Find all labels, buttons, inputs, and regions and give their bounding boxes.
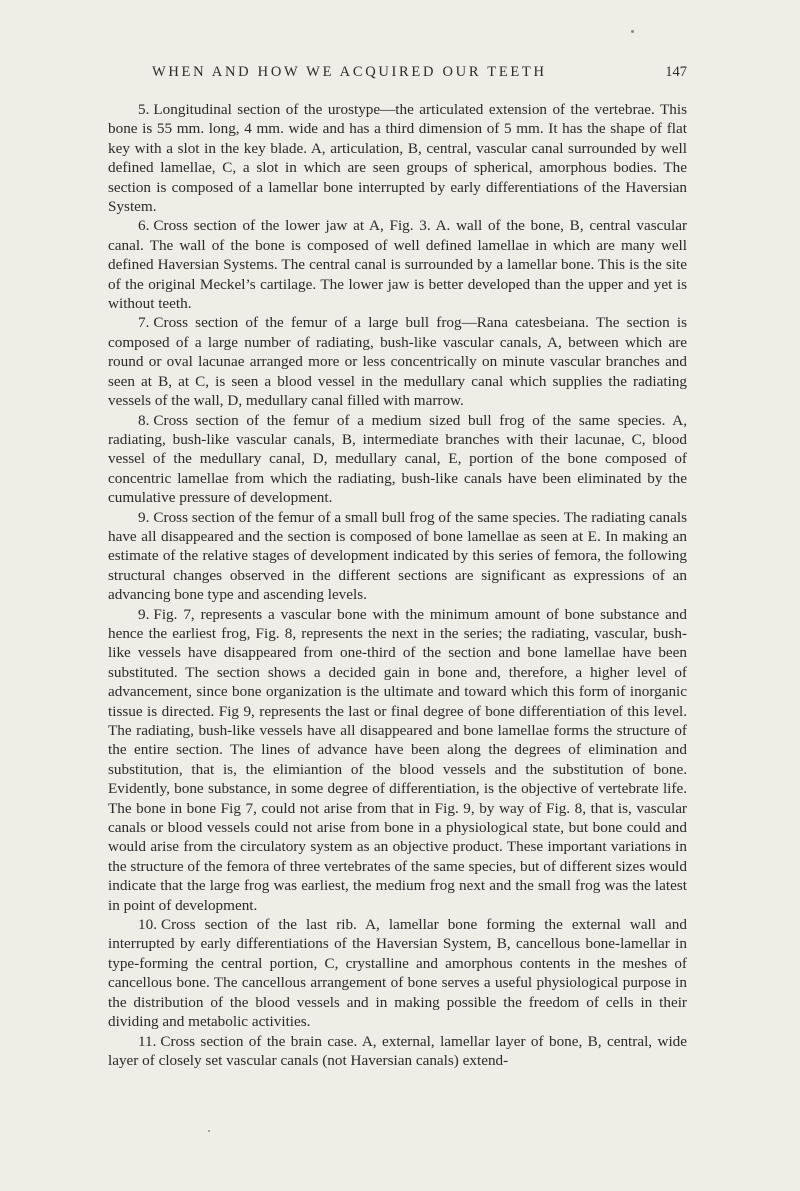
paragraph-number: 6.: [138, 217, 150, 235]
paper-speck: [208, 1130, 210, 1132]
paragraph: [108, 508, 687, 605]
paragraph-number: 8.: [138, 411, 150, 429]
body-text: [108, 100, 687, 1070]
paragraph-text: Cross section of the femur of a small bull frog of the same species. The radiating canals have all disappeared and the section is composed of bone lamellae as seen at E. In making an estimate of the relative stages of development indicated by this series of femora, the following structural changes observed in the different sections are significant as expressions of an advancing bone type and ascending levels.: [108, 508, 687, 604]
paragraph-text: Cross section of the lower jaw at A, Fig. 3. A. wall of the bone, B, central vascular canal. The wall of the bone is composed of well defined lamellae in which are many well defined Haversian Systems. The central canal is surrounded by a lamellar bone. This is the site of the original Meckel’s cartilage. The lower jaw is better developed than the upper and yet is without teeth.: [108, 217, 687, 313]
paragraph-text: Cross section of the last rib. A, lamellar bone forming the external wall and interrupted by early differentiations of the Haversian System, B, cancellous bone-lamellar in type-forming the central portion, C, crystalline and amorphous contents in the meshes of cancellous bone. The cancellous arrangement of bone serves a useful physiological purpose in the distribution of the blood vessels and in making possible the freedom of cells in their dividing and metabolic activities.: [108, 916, 687, 1031]
paragraph-number: 7.: [138, 314, 150, 332]
paragraph: [108, 313, 687, 410]
running-head: [152, 64, 687, 88]
paragraph-number: 11.: [138, 1032, 157, 1050]
paper-speck: [631, 30, 634, 33]
paragraph: [108, 216, 687, 313]
page-number: 147: [665, 64, 687, 80]
paragraph-text: Cross section of the femur of a medium sized bull frog of the same species. A, radiating, bush-like vascular canals, B, intermediate branches with their lacunae, C, blood vessel of the medullary canal, D, medullary canal, E, portion of the bone composed of concentric lamellae from which the radiating, bush-like canals have been eliminated by the cumulative pressure of development.: [108, 411, 687, 507]
paragraph-number: 10.: [138, 916, 157, 934]
paragraph-text: Longitudinal section of the urostype—the articulated extension of the vertebrae. This bone is 55 mm. long, 4 mm. wide and has a third dimension of 5 mm. It has the shape of flat key with a slot in the key blade. A, articulation, B, central, vascular canal surrounded by well defined lamellae, C, a slot in which are seen groups of spherical, amorphous bodies. The section is composed of a lamellar bone interrupted by early differentiations of the Haversian System.: [108, 101, 687, 216]
running-head-title: WHEN AND HOW WE ACQUIRED OUR TEETH: [152, 64, 547, 80]
paragraph: [108, 100, 687, 216]
paragraph: [108, 1032, 687, 1071]
paragraph-number: 9.: [138, 605, 150, 623]
paragraph-number: 9.: [138, 508, 150, 526]
paragraph: [108, 915, 687, 1031]
paragraph-text: Cross section of the brain case. A, external, lamellar layer of bone, B, central, wide layer of closely set vascular canals (not Haversian canals) extend-: [108, 1032, 687, 1069]
paragraph: [108, 411, 687, 508]
paragraph-text: Cross section of the femur of a large bull frog—Rana catesbeiana. The section is composed of a large number of radiating, bush-like vascular canals, A, between which are round or oval lacunae arranged more or less concentrically on minute vascular branches and seen at B, at C, is seen a blood vessel in the medullary canal which supplies the radiating vessels of the wall, D, medullary canal filled with marrow.: [108, 314, 687, 410]
paragraph: [108, 605, 687, 916]
paragraph-text: Fig. 7, represents a vascular bone with the minimum amount of bone substance and hence the earliest frog, Fig. 8, represents the next in the series; the radiating, vascular, bush-like vessels have disappeared from one-third of the section and bone lamellae have been substituted. The section shows a decided gain in bone and, therefore, a higher level of advancement, since bone organization is the ultimate and toward which this form of inorganic tissue is directed. Fig 9, represents the last or final degree of bone differentiation of this level. The radiating, bush-like vessels have all disappeared and bone lamellae forms the structure of the entire section. The lines of advance have been along the degrees of elimination and substitution, that is, the elimiantion of the blood vessels and the substitution of bone. Evidently, bone substance, in some degree of differentiation, is the objective of vertebrate life. The bone in bone Fig 7, could not arise from that in Fig. 9, by way of Fig. 8, that is, vascular canals or blood vessels could not arise from bone in a physiological state, but bone could and would arise from the circulatory system as an objective product. These important variations in the structure of the femora of three vertebrates of the same species, but of different sizes would indicate that the large frog was earliest, the medium frog next and the small frog was the latest in point of development.: [108, 605, 687, 914]
paragraph-number: 5.: [138, 101, 150, 118]
